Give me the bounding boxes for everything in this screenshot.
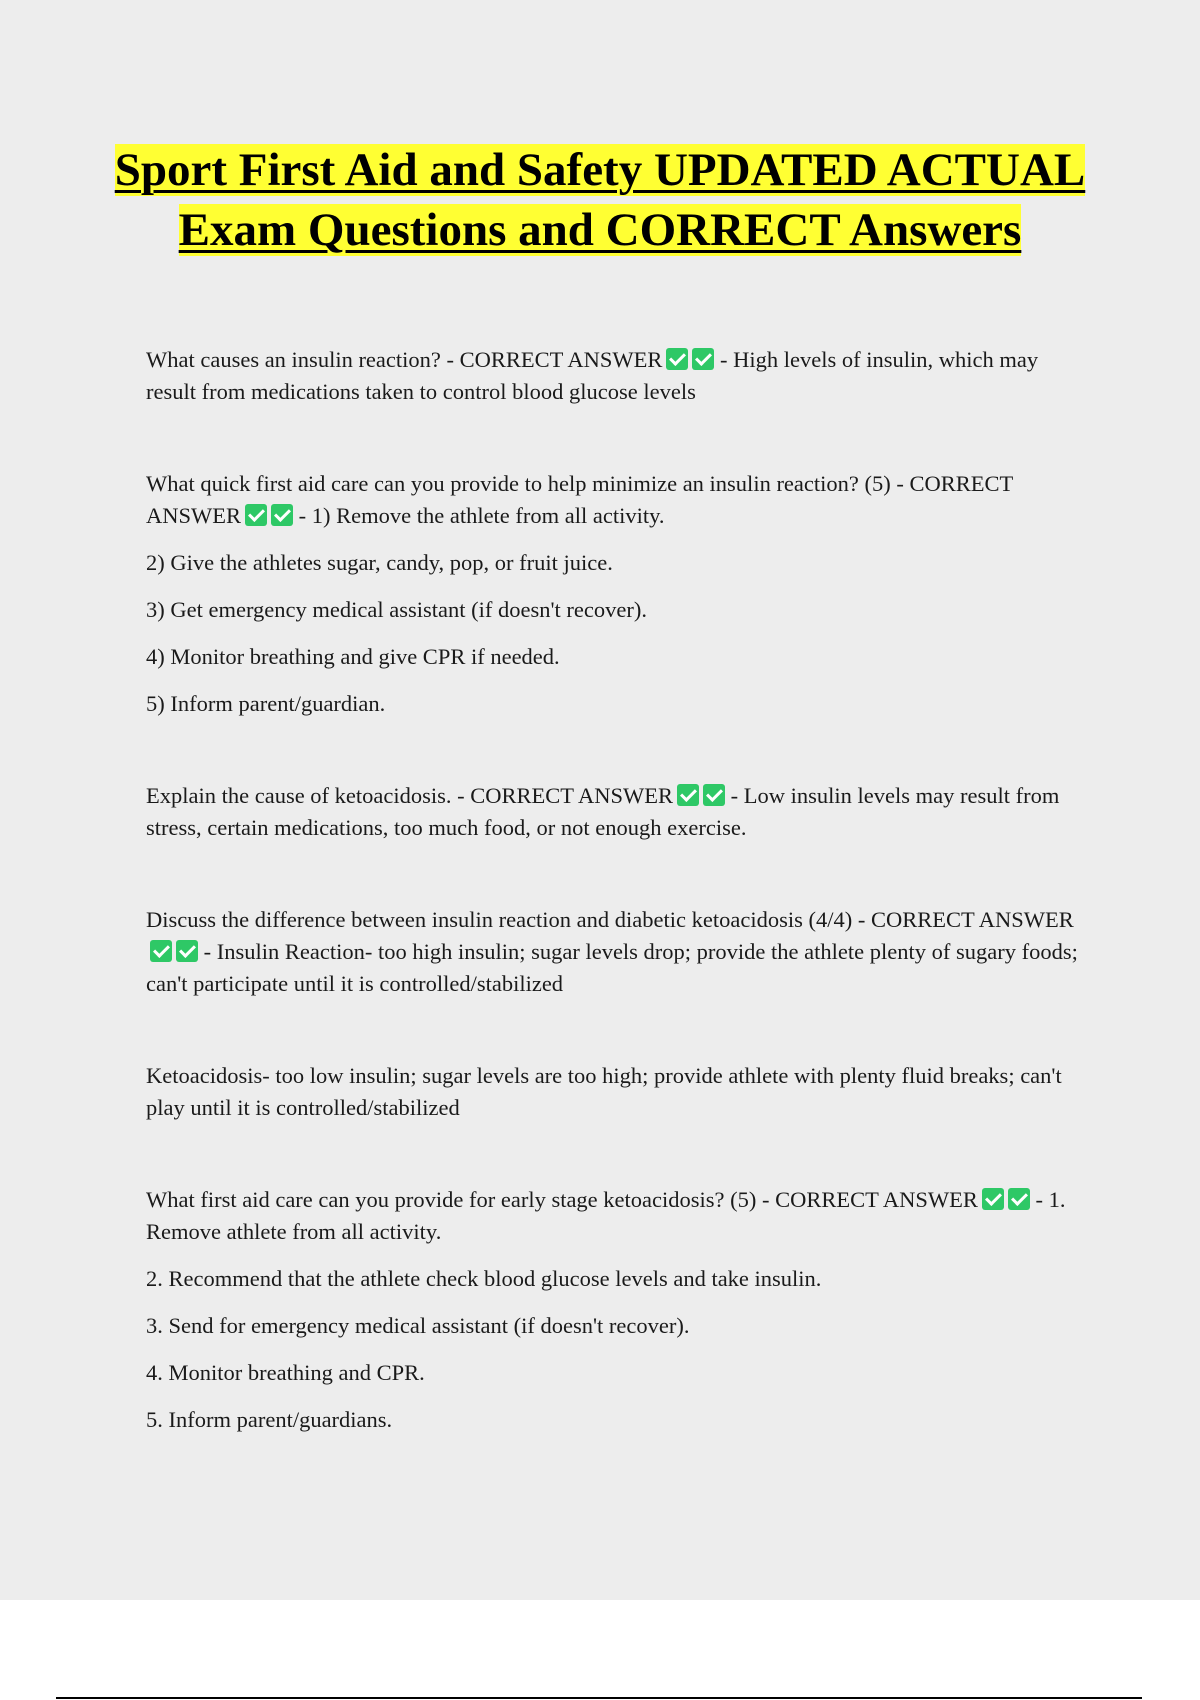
list-item: 3. Send for emergency medical assistant (if doesn't recover).	[146, 1313, 690, 1338]
answer-text: - Insulin Reaction- too high insulin; sugar levels drop; provide the athlete plenty of sugary foods; can't participate until it is controlled/stabilized	[146, 939, 1078, 996]
check-box-icon	[982, 1188, 1004, 1210]
question-text: What causes an insulin reaction? - CORRECT ANSWER	[146, 347, 663, 372]
qa-paragraph	[146, 904, 1086, 1000]
question-text: Discuss the difference between insulin reaction and diabetic ketoacidosis (4/4) - CORRECT ANSWER	[146, 907, 1074, 932]
question-text: What first aid care can you provide for early stage ketoacidosis? (5) - CORRECT ANSWER	[146, 1187, 978, 1212]
answer-text: - Low insulin levels may result from stress, certain medications, too much food, or not enough exercise.	[146, 783, 1060, 840]
list-item: 3) Get emergency medical assistant (if doesn't recover).	[146, 597, 647, 622]
check-box-icon	[703, 784, 725, 806]
check-box-icon	[677, 784, 699, 806]
footer-divider	[56, 1697, 1142, 1699]
list-item: 5. Inform parent/guardians.	[146, 1407, 393, 1432]
check-box-icon	[271, 504, 293, 526]
check-box-icon	[692, 348, 714, 370]
check-box-icon	[176, 940, 198, 962]
qa-paragraph	[146, 344, 1086, 408]
list-item: 4. Monitor breathing and CPR.	[146, 1360, 425, 1385]
question-text: What quick first aid care can you provide to help minimize an insulin reaction? (5) - CORRECT ANSWER	[146, 471, 1013, 528]
qa-paragraph	[146, 780, 1086, 844]
qa-paragraph	[146, 468, 1086, 532]
answer-continuation: Ketoacidosis- too low insulin; sugar levels are too high; provide athlete with plenty fluid breaks; can't play until it is controlled/stabilized	[146, 1063, 1062, 1120]
title-block	[100, 140, 1100, 260]
answer-text: - 1) Remove the athlete from all activity.	[298, 503, 665, 528]
document-title: Sport First Aid and Safety UPDATED ACTUAL Exam Questions and CORRECT Answers	[114, 144, 1086, 256]
check-box-icon	[245, 504, 267, 526]
question-text: Explain the cause of ketoacidosis. - CORRECT ANSWER	[146, 783, 674, 808]
check-box-icon	[1008, 1188, 1030, 1210]
check-box-icon	[150, 940, 172, 962]
list-item: 2) Give the athletes sugar, candy, pop, or fruit juice.	[146, 550, 613, 575]
list-item: 2. Recommend that the athlete check blood glucose levels and take insulin.	[146, 1266, 822, 1291]
qa-content	[146, 344, 1086, 1436]
answer-text: - High levels of insulin, which may result from medications taken to control blood glucose levels	[146, 347, 1039, 404]
check-box-icon	[666, 348, 688, 370]
list-item: 4) Monitor breathing and give CPR if needed.	[146, 644, 560, 669]
qa-paragraph	[146, 1184, 1086, 1248]
answer-text: - 1. Remove athlete from all activity.	[146, 1187, 1066, 1244]
list-item: 5) Inform parent/guardian.	[146, 691, 386, 716]
